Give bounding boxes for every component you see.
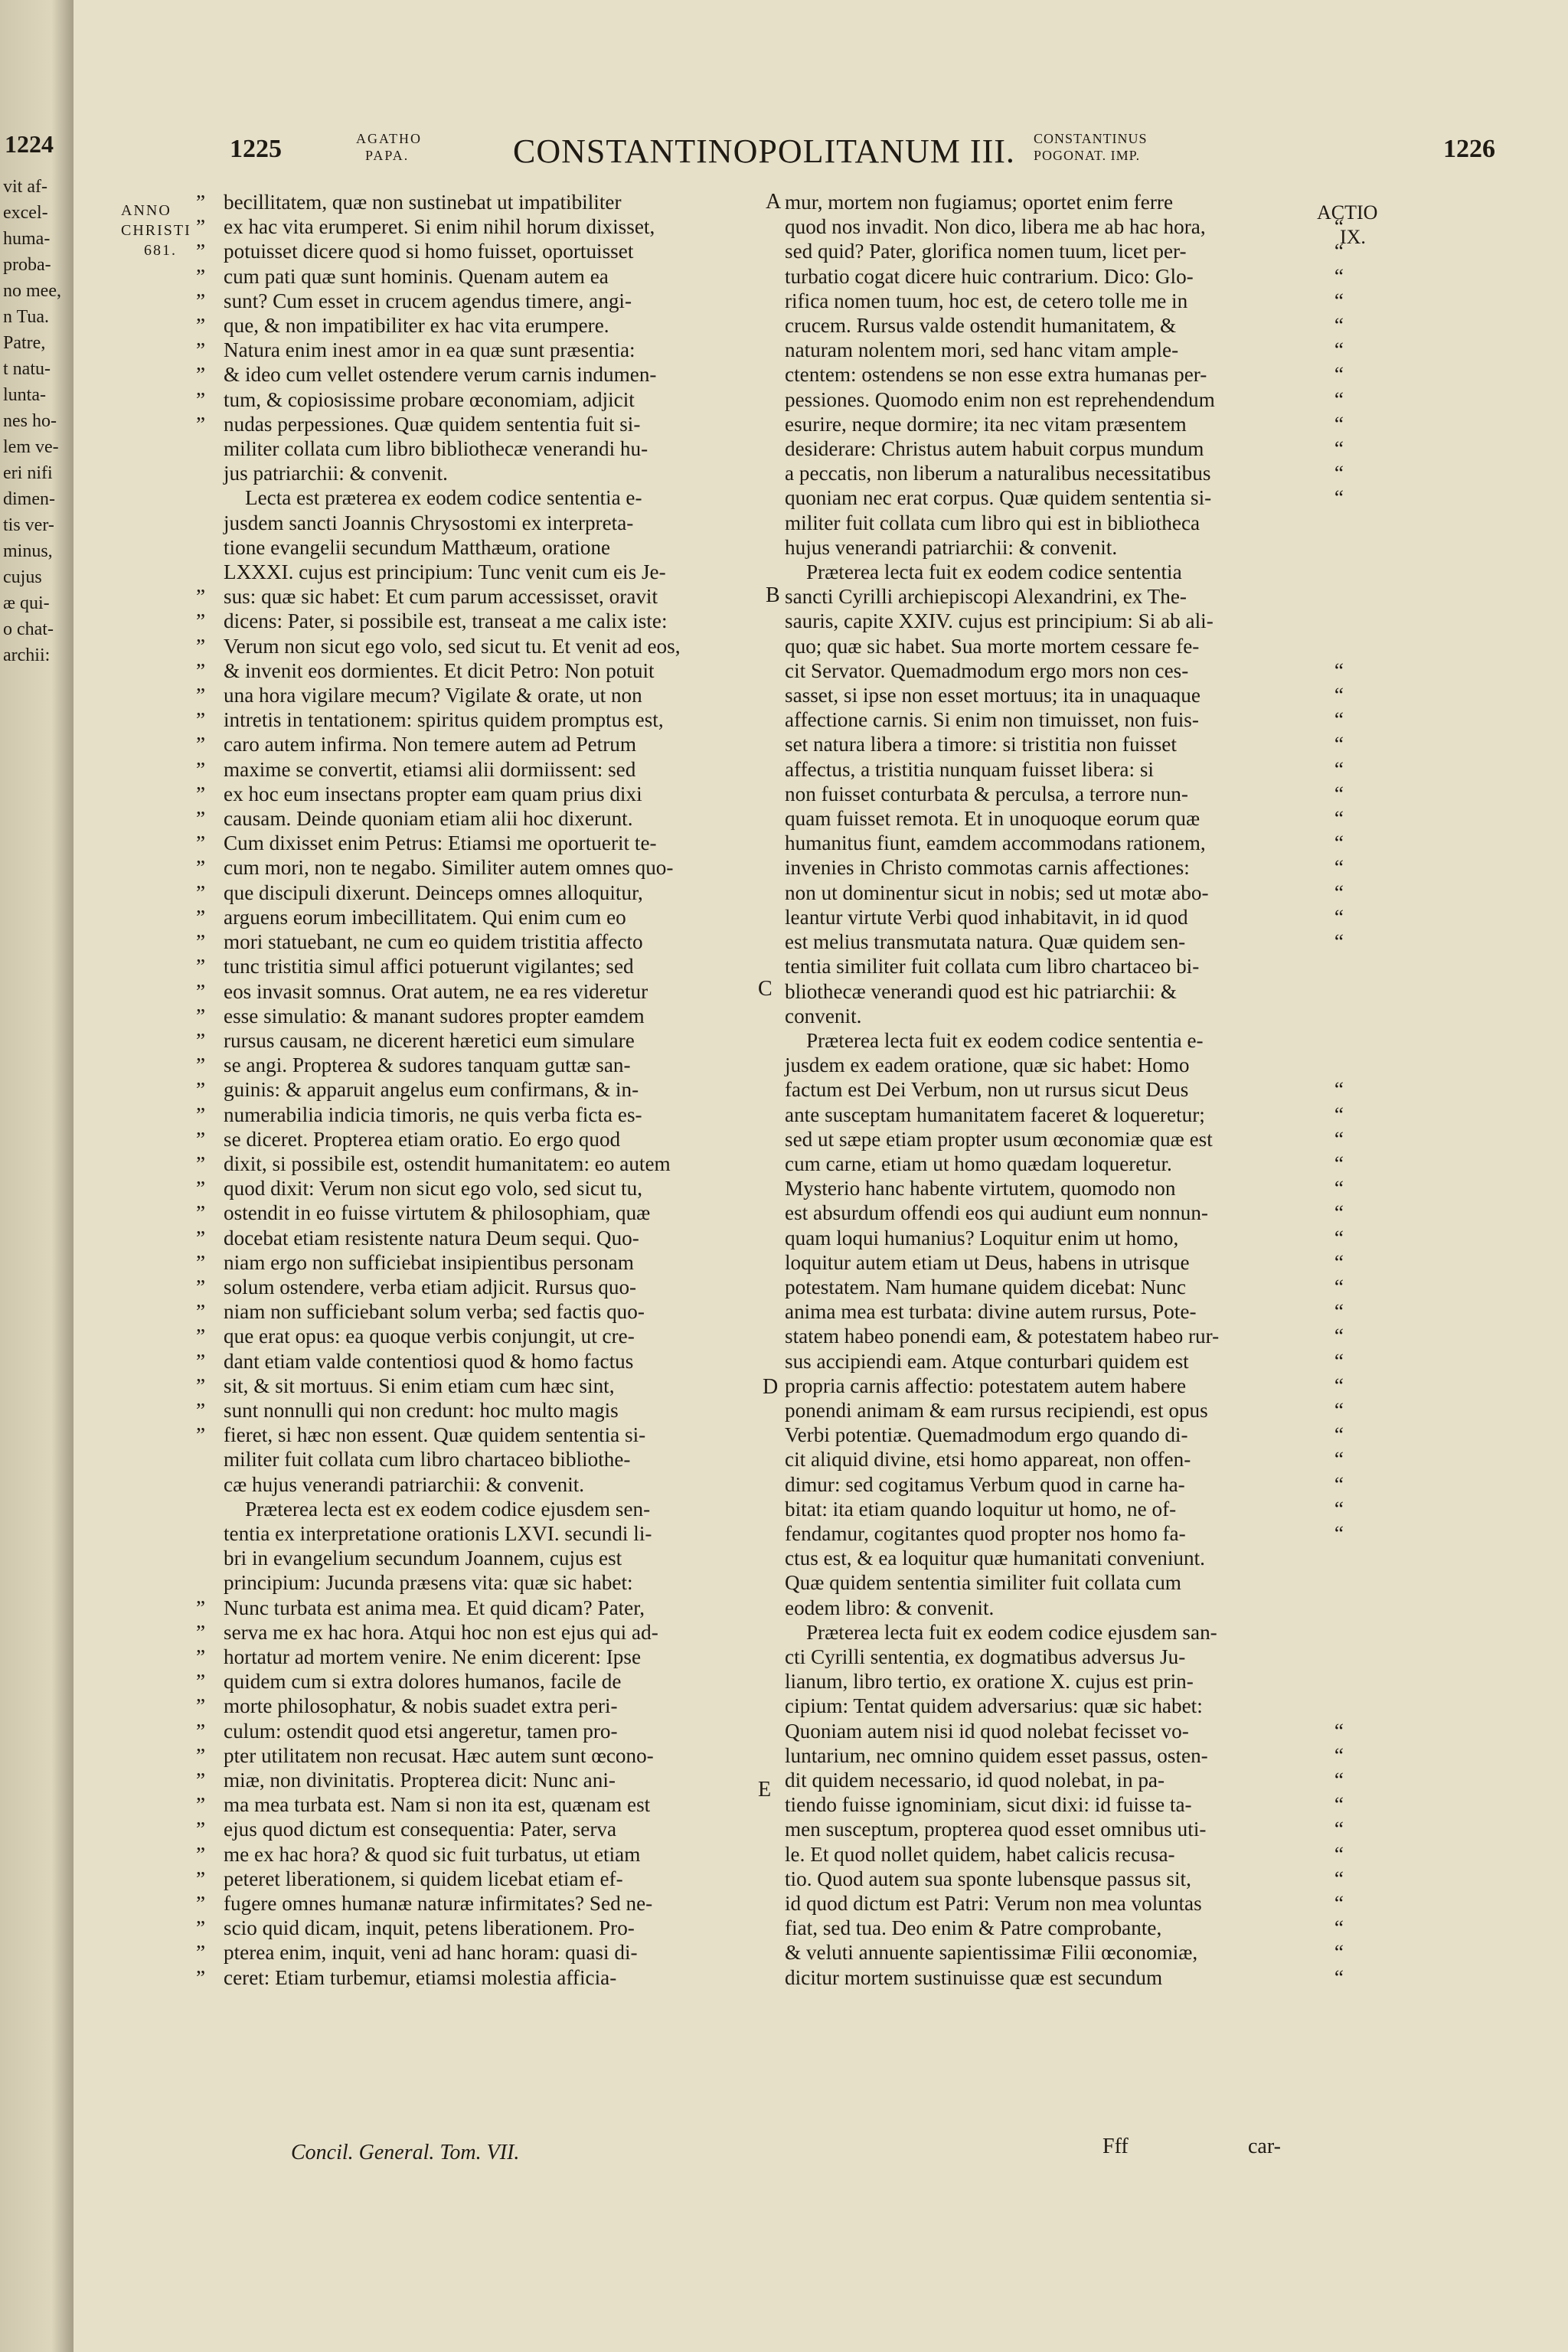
text-line: Mysterio hanc habente virtutem, quomodo non “: [785, 1176, 1313, 1200]
text-line: ” dant etiam valde contentiosi quod & homo factus: [224, 1349, 771, 1374]
text-line: ” eos invasit somnus. Orat autem, ne ea res videretur: [224, 979, 771, 1004]
text-line: dit quidem necessario, id quod nolebat, in pa- “: [785, 1768, 1313, 1792]
text-line: leantur virtute Verbi quod inhabitavit, in id quod “: [785, 905, 1313, 929]
text-line: ” esse simulatio: & manant sudores propter eamdem: [224, 1004, 771, 1028]
text-line: ” Verum non sicut ego volo, sed sicut tu. Et venit ad eos,: [224, 634, 771, 658]
text-line: cti Cyrilli sententia, ex dogmatibus adversus Ju-: [785, 1645, 1186, 1668]
text-line: eodem libro: & convenit.: [785, 1596, 995, 1619]
text-line: ” arguens eorum imbecillitatem. Qui enim cum eo: [224, 905, 771, 929]
text-line: sed quid? Pater, glorifica nomen tuum, licet per- “: [785, 239, 1313, 263]
text-line: quoniam nec erat corpus. Quæ quidem sententia si- “: [785, 485, 1313, 510]
text-line: tio. Quod autem sua sponte lubensque passus sit, “: [785, 1867, 1313, 1891]
text-line: cit aliquid divine, etsi homo appareat, non offen- “: [785, 1447, 1313, 1472]
previous-page-fragment: minus,: [3, 541, 53, 561]
text-line: ” sit, & sit mortuus. Si enim etiam cum hæc sint,: [224, 1374, 771, 1398]
text-line: ” tunc tristitia simul affici potuerunt vigilantes; sed: [224, 954, 771, 978]
text-line: cum carne, etiam ut homo quædam loqueretur. “: [785, 1152, 1313, 1176]
text-line: ” sus: quæ sic habet: Et cum parum accessisset, oravit: [224, 584, 771, 609]
text-column-left: [224, 190, 771, 1990]
text-line: ” intretis in tentationem: spiritus quidem promptus est,: [224, 707, 771, 732]
text-line: ” Nunc turbata est anima mea. Et quid dicam? Pater,: [224, 1596, 771, 1620]
text-line: sus accipiendi eam. Atque conturbari quidem est “: [785, 1349, 1313, 1374]
text-line: ” morte philosophatur, & nobis suadet extra peri-: [224, 1694, 771, 1718]
text-line: invenies in Christo commotas carnis affectiones: “: [785, 855, 1313, 880]
text-line: ” fugere omnes humanæ naturæ infirmitates? Sed ne-: [224, 1891, 771, 1916]
text-line: cit Servator. Quemadmodum ergo mors non ces- “: [785, 658, 1313, 683]
running-header: [230, 130, 1495, 184]
text-line: principium: Jucunda præsens vita: quæ sic habet:: [224, 1571, 633, 1595]
text-line: sauris, capite XXIV. cujus est principium: Si ab ali-: [785, 609, 1214, 633]
text-line: naturam nolentem mori, sed hanc vitam ample- “: [785, 338, 1313, 362]
previous-page-fragment: lem ve-: [3, 437, 59, 457]
previous-page-number: 1224: [5, 130, 54, 158]
text-line: ” culum: ostendit quod etsi angeretur, tamen pro-: [224, 1719, 771, 1743]
text-line: bitat: ita etiam quando loquitur ut homo, ne of- “: [785, 1497, 1313, 1521]
text-line: ” tum, & copiosissime probare œconomiam, adjicit: [224, 387, 771, 412]
text-line: sancti Cyrilli archiepiscopi Alexandrini, ex The-: [785, 585, 1187, 609]
previous-page-fragment: proba-: [3, 255, 51, 275]
text-line: ” causam. Deinde quoniam etiam alii hoc dixerunt.: [224, 806, 771, 831]
text-line: mur, mortem non fugiamus; oportet enim ferre: [785, 191, 1174, 214]
text-line: Lecta est præterea ex eodem codice sententia e-: [245, 486, 642, 510]
text-line: non fuisset conturbata & perculsa, a terrore nun- “: [785, 782, 1313, 806]
text-line: ” me ex hac hora? & quod sic fuit turbatus, ut etiam: [224, 1842, 771, 1867]
text-line: ” dicens: Pater, si possibile est, transeat a me calix iste:: [224, 609, 771, 633]
text-line: ” ceret: Etiam turbemur, etiamsi molestia afficia-: [224, 1965, 771, 1990]
text-line: ” & ideo cum vellet ostendere verum carnis indumen-: [224, 362, 771, 387]
text-line: turbatio cogat dicere huic contrarium. Dico: Glo- “: [785, 264, 1313, 289]
text-line: quam fuisset remota. Et in unoquoque eorum quæ “: [785, 806, 1313, 831]
text-line: ” becillitatem, quæ non sustinebat ut impatibiliter: [224, 190, 771, 214]
text-line: rifica nomen tuum, hoc est, de cetero tolle me in “: [785, 289, 1313, 313]
previous-page-fragment: excel-: [3, 203, 48, 223]
text-line: ” & invenit eos dormientes. Et dicit Petro: Non potuit: [224, 658, 771, 683]
text-line: tentia similiter fuit collata cum libro chartaceo bi-: [785, 955, 1200, 978]
text-line: cæ hujus venerandi patriarchii: & convenit.: [224, 1472, 585, 1496]
text-line: ” sunt? Cum esset in crucem agendus timere, angi-: [224, 289, 771, 313]
page-title: CONSTANTINOPOLITANUM III.: [513, 132, 1015, 170]
previous-page-fragment: æ qui-: [3, 593, 50, 613]
text-line: dimur: sed cogitamus Verbum quod in carne ha- “: [785, 1472, 1313, 1497]
text-line: ” quod dixit: Verum non sicut ego volo, sed sicut tu,: [224, 1176, 771, 1200]
footer-volume-note: Concil. General. Tom. VII.: [291, 2141, 520, 2164]
text-line: fiat, sed tua. Deo enim & Patre comprobante, “: [785, 1916, 1313, 1940]
section-letter-c: C: [758, 977, 773, 1001]
text-line: ” Natura enim inest amor in ea quæ sunt præsentia:: [224, 338, 771, 362]
text-line: ” maxime se convertit, etiamsi alii dormiissent: sed: [224, 757, 771, 782]
text-line: esurire, neque dormire; ita nec vitam præsentem “: [785, 412, 1313, 436]
previous-page-edge: [0, 0, 74, 2352]
text-line: non ut dominentur sicut in nobis; sed ut motæ abo- “: [785, 880, 1313, 905]
previous-page-fragment: tis ver-: [3, 515, 54, 535]
text-line: pessiones. Quomodo enim non est reprehendendum “: [785, 387, 1313, 412]
text-line: Præterea lecta fuit ex eodem codice sententia: [806, 560, 1182, 584]
text-line: ” peteret liberationem, si quidem licebat etiam ef-: [224, 1867, 771, 1891]
text-line: ” que discipuli dixerunt. Deinceps omnes alloquitur,: [224, 880, 771, 905]
footer-signature: Fff: [1102, 2135, 1129, 2158]
section-letter-d: D: [763, 1375, 779, 1399]
text-line: ” potuisset dicere quod si homo fuisset, oportuisset: [224, 239, 771, 263]
footer-catchword: car-: [1248, 2135, 1281, 2158]
text-line: fendamur, cogitantes quod propter nos homo fa- “: [785, 1521, 1313, 1546]
text-line: ” ma mea turbata est. Nam si non ita est, quænam est: [224, 1792, 771, 1817]
text-line: tentia ex interpretatione orationis LXVI. secundi li-: [224, 1521, 652, 1545]
text-line: ” ex hac vita erumperet. Si enim nihil horum dixisset,: [224, 214, 771, 239]
text-line: set natura libera a timore: si tristitia non fuisset “: [785, 732, 1313, 756]
text-line: ” quidem cum si extra dolores humanos, facile de: [224, 1669, 771, 1694]
text-line: quod nos invadit. Non dico, libera me ab hac hora, “: [785, 214, 1313, 239]
text-line: a peccatis, non liberum a naturalibus necessitatibus “: [785, 461, 1313, 485]
text-line: Quoniam autem nisi id quod nolebat fecisset vo- “: [785, 1719, 1313, 1743]
margin-note-year: ANNO CHRISTI 681.: [121, 202, 191, 259]
text-line: Verbi potentiæ. Quemadmodum ergo quando di- “: [785, 1423, 1313, 1447]
text-line: ” numerabilia indicia timoris, ne quis verba ficta es-: [224, 1102, 771, 1127]
text-line: ” docebat etiam resistente natura Deum sequi. Quo-: [224, 1226, 771, 1250]
page-number-right: 1226: [1443, 135, 1495, 163]
text-line: ” rursus causam, ne dicerent hæretici eum simulare: [224, 1028, 771, 1053]
text-line: ” pterea enim, inquit, veni ad hanc horam: quasi di-: [224, 1940, 771, 1965]
text-line: militer collata cum libro bibliothecæ venerandi hu-: [224, 437, 648, 461]
text-line: ctentem: ostendens se non esse extra humanas per- “: [785, 362, 1313, 387]
text-line: ” una hora vigilare mecum? Vigilate & orate, ut non: [224, 683, 771, 707]
text-line: ” dixit, si possibile est, ostendit humanitatem: eo autem: [224, 1152, 771, 1176]
previous-page-fragment: Patre,: [3, 333, 46, 353]
text-line: ” sunt nonnulli qui non credunt: hoc multo magis: [224, 1398, 771, 1423]
text-line: hujus venerandi patriarchii: & convenit.: [785, 535, 1118, 559]
text-line: Præterea lecta fuit ex eodem codice ejusdem san-: [806, 1620, 1217, 1644]
text-line: ponendi animam & eam rursus recipiendi, est opus “: [785, 1398, 1313, 1423]
previous-page-fragment: cujus: [3, 567, 42, 587]
previous-page-fragment: lunta-: [3, 385, 46, 405]
text-line: quam loqui humanius? Loquitur enim ut homo, “: [785, 1226, 1313, 1250]
text-line: luntarium, nec omnino quidem esset passus, osten- “: [785, 1743, 1313, 1768]
text-line: ” ejus quod dictum est consequentia: Pater, serva: [224, 1817, 771, 1841]
text-line: Quæ quidem sententia similiter fuit collata cum: [785, 1571, 1181, 1595]
text-line: sed ut sæpe etiam propter usum œconomiæ quæ est “: [785, 1127, 1313, 1152]
text-line: ” ostendit in eo fuisse virtutem & philosophiam, quæ: [224, 1200, 771, 1225]
text-line: desiderare: Christus autem habuit corpus mundum “: [785, 436, 1313, 461]
text-line: dicitur mortem sustinuisse quæ est secundum “: [785, 1965, 1313, 1990]
text-line: ” solum ostendere, verba etiam adjicit. Rursus quo-: [224, 1275, 771, 1299]
text-line: Præterea lecta fuit ex eodem codice sententia e-: [806, 1028, 1204, 1052]
text-line: militer fuit collata cum libro chartaceo bibliothe-: [224, 1448, 631, 1472]
text-line: ” pter utilitatem non recusat. Hæc autem sunt œcono-: [224, 1743, 771, 1768]
text-line: statem habeo ponendi eam, & potestatem habeo rur- “: [785, 1324, 1313, 1348]
text-line: ” que, & non impatibiliter ex hac vita erumpere.: [224, 313, 771, 338]
text-line: Præterea lecta est ex eodem codice ejusdem sen-: [245, 1497, 651, 1521]
text-line: quo; quæ sic habet. Sua morte mortem cessare fe-: [785, 634, 1200, 658]
text-line: ” cum mori, non te negabo. Similiter autem omnes quo-: [224, 855, 771, 880]
text-line: ctus est, & ea loquitur quæ humanitati conveniunt.: [785, 1547, 1205, 1570]
text-line: ” niam ergo non sufficiebat insipientibus personam: [224, 1250, 771, 1275]
previous-page-fragment: no mee,: [3, 281, 61, 301]
text-line: ” nudas perpessiones. Quæ quidem sententia fuit si-: [224, 412, 771, 436]
text-line: ” serva me ex hac hora. Atqui hoc non est ejus qui ad-: [224, 1620, 771, 1645]
margin-note-actio: ACTIO IX.: [1317, 201, 1378, 248]
text-line: ” que erat opus: ea quoque verbis conjungit, ut cre-: [224, 1324, 771, 1348]
text-line: le. Et quod nollet quidem, habet calicis recusa- “: [785, 1842, 1313, 1867]
text-line: ” se angi. Propterea & sudores tanquam guttæ san-: [224, 1053, 771, 1077]
text-line: bliothecæ venerandi quod est hic patriarchii: &: [785, 979, 1177, 1003]
text-line: jusdem sancti Joannis Chrysostomi ex interpreta-: [224, 511, 634, 534]
text-line: ” miæ, non divinitatis. Propterea dicit: Nunc ani-: [224, 1768, 771, 1792]
text-line: jusdem ex eadem oratione, quæ sic habet: Homo: [785, 1054, 1190, 1077]
text-line: tione evangelii secundum Matthæum, oratione: [224, 535, 611, 559]
text-line: potestatem. Nam humane quidem dicebat: Nunc “: [785, 1275, 1313, 1299]
text-line: LXXXI. cujus est principium: Tunc venit cum eis Je-: [224, 560, 666, 584]
page-number-left: 1225: [230, 135, 282, 163]
text-line: men susceptum, propterea quod esset omnibus uti- “: [785, 1817, 1313, 1841]
text-line: ” ex hoc eum insectans propter eam quam prius dixi: [224, 782, 771, 806]
text-line: ” niam non sufficiebant solum verba; sed factis quo-: [224, 1299, 771, 1324]
text-line: affectione carnis. Si enim non timuisset, non fuis- “: [785, 707, 1313, 732]
text-line: humanitus fiunt, eamdem accommodans rationem, “: [785, 831, 1313, 855]
previous-page-fragment: archii:: [3, 645, 51, 665]
text-line: ” caro autem infirma. Non temere autem ad Petrum: [224, 732, 771, 756]
text-line: ” cum pati quæ sunt hominis. Quenam autem ea: [224, 264, 771, 289]
text-line: ” se diceret. Propterea etiam oratio. Eo ergo quod: [224, 1127, 771, 1152]
text-line: propria carnis affectio: potestatem autem habere “: [785, 1374, 1313, 1398]
text-line: & veluti annuente sapientissimæ Filii œconomiæ, “: [785, 1940, 1313, 1965]
text-line: militer fuit collata cum libro qui est in bibliotheca: [785, 511, 1200, 534]
previous-page-fragment: o chat-: [3, 619, 54, 639]
text-column-right: [785, 190, 1313, 1990]
text-line: tiendo fuisse ignominiam, sicut dixi: id fuisse ta- “: [785, 1792, 1313, 1817]
header-constantinus: CONSTANTINUS POGONAT. IMP.: [1034, 131, 1148, 163]
text-line: ” guinis: & apparuit angelus eum confirmans, & in-: [224, 1077, 771, 1102]
text-line: ” mori statuebant, ne cum eo quidem tristitia affecto: [224, 929, 771, 954]
section-letter-e: E: [758, 1778, 772, 1802]
text-line: jus patriarchii: & convenit.: [224, 462, 448, 485]
section-letter-b: B: [766, 583, 780, 607]
previous-page-fragment: n Tua.: [3, 307, 50, 327]
text-line: lianum, libro tertio, ex oratione X. cujus est prin-: [785, 1670, 1194, 1694]
text-line: affectus, a tristitia nunquam fuisset libera: si “: [785, 757, 1313, 782]
text-line: cipium: Tentat quidem adversarius: quæ sic habet:: [785, 1694, 1203, 1718]
text-line: est melius transmutata natura. Quæ quidem sen- “: [785, 929, 1313, 954]
text-line: loquitur autem etiam ut Deus, habens in utrisque “: [785, 1250, 1313, 1275]
previous-page-fragment: vit af-: [3, 177, 47, 197]
text-line: crucem. Rursus valde ostendit humanitatem, & “: [785, 313, 1313, 338]
header-agatho: AGATHO PAPA.: [356, 131, 422, 163]
text-line: ” hortatur ad mortem venire. Ne enim dicerent: Ipse: [224, 1645, 771, 1669]
text-line: ” fieret, si hæc non essent. Quæ quidem sententia si-: [224, 1423, 771, 1447]
previous-page-fragment: dimen-: [3, 489, 55, 509]
previous-page-fragment: huma-: [3, 229, 51, 249]
section-letter-a: A: [766, 190, 782, 214]
text-line: bri in evangelium secundum Joannem, cujus est: [224, 1547, 622, 1570]
text-line: ante susceptam humanitatem faceret & loqueretur; “: [785, 1102, 1313, 1127]
text-line: convenit.: [785, 1004, 862, 1027]
previous-page-fragment: eri nifi: [3, 463, 53, 483]
text-line: ” scio quid dicam, inquit, petens liberationem. Pro-: [224, 1916, 771, 1940]
text-line: ” Cum dixisset enim Petrus: Etiamsi me oportuerit te-: [224, 831, 771, 855]
previous-page-fragment: nes ho-: [3, 411, 57, 431]
previous-page-fragment: t natu-: [3, 359, 51, 379]
text-line: id quod dictum est Patri: Verum non mea voluntas “: [785, 1891, 1313, 1916]
text-line: factum est Dei Verbum, non ut rursus sicut Deus “: [785, 1077, 1313, 1102]
text-line: sasset, si ipse non esset mortuus; ita in unaquaque “: [785, 683, 1313, 707]
text-line: anima mea est turbata: divine autem rursus, Pote- “: [785, 1299, 1313, 1324]
text-line: est absurdum offendi eos qui audiunt eum nonnun- “: [785, 1200, 1313, 1225]
